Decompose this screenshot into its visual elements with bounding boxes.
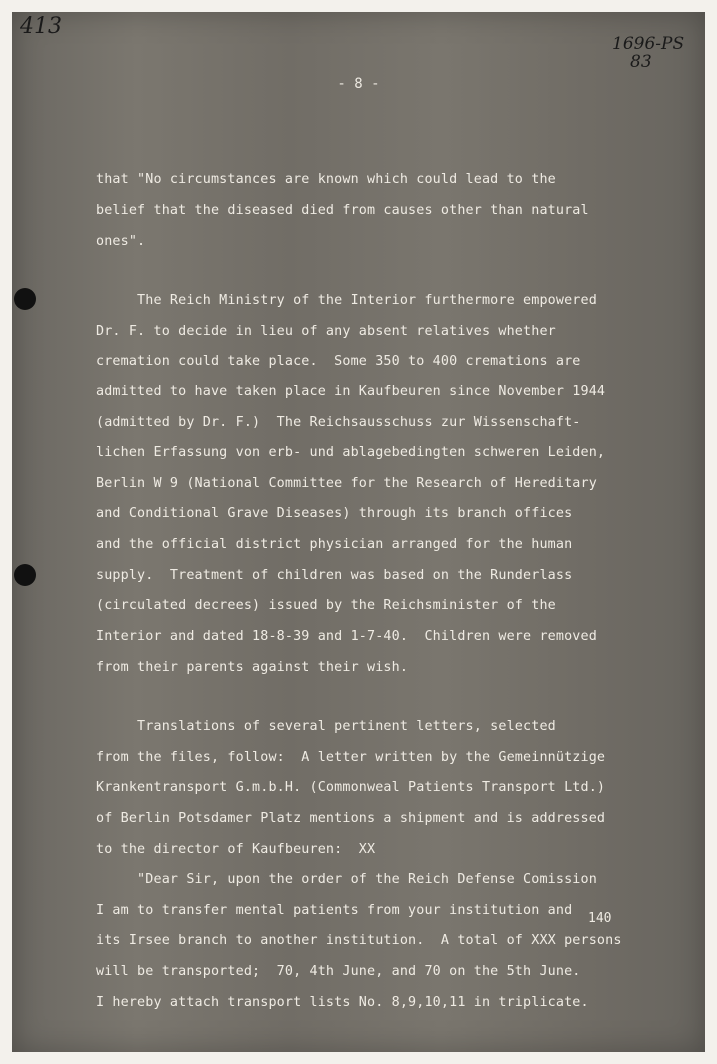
text-line: "Dear Sir, upon the order of the Reich Defense Comission [96,872,597,887]
text-line: its Irsee branch to another institution. A total of XXX persons [96,933,622,948]
text-line: that "No circumstances are known which could lead to the [96,172,556,187]
text-line: The Reich Ministry of the Interior furthermore empowered [96,293,597,308]
text-line: cremation could take place. Some 350 to 400 cremations are [96,354,581,369]
text-line: from their parents against their wish. [96,660,409,675]
text-line: I hereby attach transport lists No. 8,9,10,11 in triplicate. [96,995,589,1010]
text-line: I am to transfer mental patients from your institution and [96,903,573,918]
text-line: (circulated decrees) issued by the Reichsminister of the [96,598,556,613]
text-line: (admitted by Dr. F.) The Reichsausschuss zur Wissenschaft- [96,415,581,430]
text-line: Interior and dated 18-8-39 and 1-7-40. Children were removed [96,629,597,644]
punch-hole-top [14,288,36,310]
text-line: and the official district physician arranged for the human [96,537,573,552]
handwritten-correction-number: 140 [588,911,612,926]
handwritten-page-ref: 413 [20,14,62,39]
text-line: from the files, follow: A letter written by the Gemeinnützige [96,750,606,765]
text-line: lichen Erfassung von erb- und ablagebedingten schweren Leiden, [96,445,606,460]
text-line: supply. Treatment of children was based on the Runderlass [96,568,573,583]
text-line: will be transported; 70, 4th June, and 70 on the 5th June. [96,964,581,979]
text-line: of Berlin Potsdamer Platz mentions a shipment and is addressed [96,811,606,826]
text-line: and Conditional Grave Diseases) through its branch offices [96,506,573,521]
text-line: to the director of Kaufbeuren: XX [96,842,376,857]
handwritten-page-count: 83 [630,52,652,72]
punch-hole-bottom [14,564,36,586]
text-line: Krankentransport G.m.b.H. (Commonweal Patients Transport Ltd.) [96,780,606,795]
page-number: - 8 - [337,76,380,92]
handwritten-document-id: 1696-PS [612,34,685,54]
text-line: Berlin W 9 (National Committee for the Research of Hereditary [96,476,597,491]
text-line: admitted to have taken place in Kaufbeuren since November 1944 [96,384,606,399]
text-line: belief that the diseased died from causes other than natural [96,203,589,218]
text-line: ones". [96,234,146,249]
text-line: Translations of several pertinent letters, selected [96,719,556,734]
text-line: Dr. F. to decide in lieu of any absent relatives whether [96,324,556,339]
document-page [12,12,705,1052]
